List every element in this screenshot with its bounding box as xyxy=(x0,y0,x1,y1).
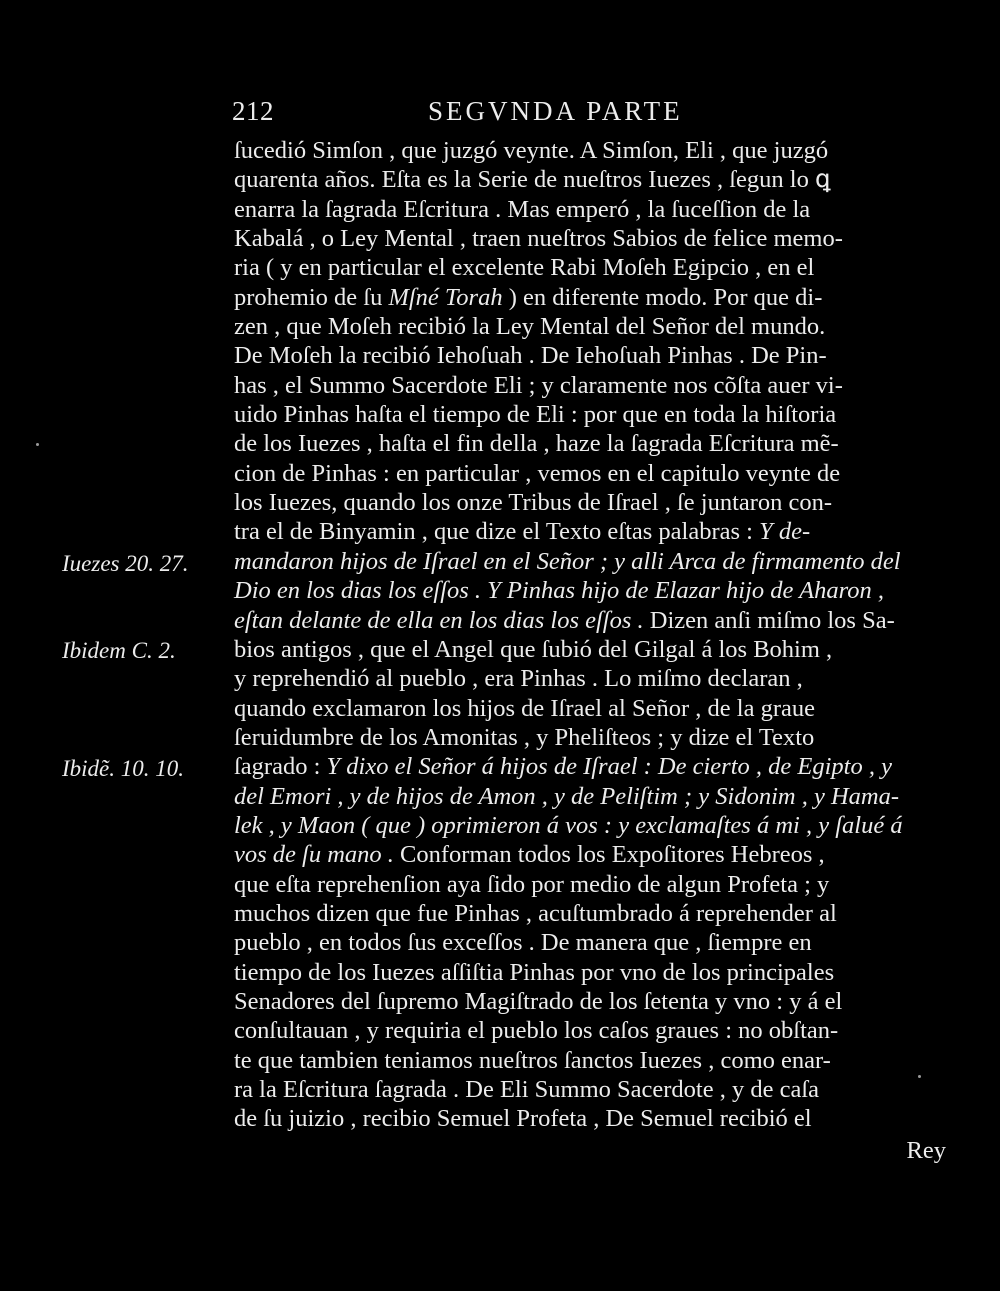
text-segment: Dizen anſi miſmo los Sa- xyxy=(643,606,895,634)
page-header xyxy=(228,96,748,132)
text-line xyxy=(234,1046,946,1075)
text-segment: que eſta reprehenſion aya ſido por medio de algun Profeta ; y xyxy=(234,870,830,898)
italic-text-segment: Dio en los dias los eſſos . Y Pinhas hijo de Elazar hijo de Aharon , xyxy=(234,577,884,605)
text-line xyxy=(234,488,946,517)
text-line xyxy=(234,253,946,282)
text-line xyxy=(234,165,946,194)
text-line xyxy=(234,840,946,869)
text-line xyxy=(234,635,946,664)
text-line xyxy=(234,576,946,605)
text-segment: Conforman todos los Expoſitores Hebreos , xyxy=(393,841,825,869)
text-segment: De Moſeh la recibió Iehoſuah . De Iehoſuah Pinhas . De Pin- xyxy=(234,342,827,370)
italic-text-segment: Mſné Torah xyxy=(388,283,503,311)
text-segment: tiempo de los Iuezes aſſiſtia Pinhas por vno de los principales xyxy=(234,958,835,986)
text-line xyxy=(234,694,946,723)
text-segment: los Iuezes, quando los onze Tribus de Iſrael , ſe juntaron con- xyxy=(234,489,833,517)
text-segment: pueblo , en todos ſus exceſſos . De manera que , ſiempre en xyxy=(234,929,812,957)
text-line xyxy=(234,195,946,224)
text-line xyxy=(234,1104,946,1133)
text-segment: tra el de Binyamin , que dize el Texto eſtas palabras : xyxy=(234,518,760,546)
ink-speck xyxy=(36,443,39,446)
text-line xyxy=(234,928,946,957)
italic-text-segment: mandaron hijos de Iſrael en el Señor ; y alli Arca de firmamento del xyxy=(234,547,901,575)
text-line xyxy=(234,224,946,253)
text-line xyxy=(234,1016,946,1045)
ink-speck xyxy=(918,1075,921,1078)
text-segment: ſucedió Simſon , que juzgó veynte. A Simſon, Eli , que juzgó xyxy=(234,137,829,164)
text-segment: te que tambien teniamos nueſtros ſanctos Iuezes , como enar- xyxy=(234,1046,831,1074)
text-segment: conſultauan , y requiria el pueblo los caſos graues : no obſtan- xyxy=(234,1017,839,1045)
text-line xyxy=(234,136,946,165)
text-segment: ra la Eſcritura ſagrada . De Eli Summo Sacerdote , y de caſa xyxy=(234,1076,820,1103)
text-line xyxy=(234,782,946,811)
text-segment: de los Iuezes , haſta el fin della , haze la ſagrada Eſcritura mẽ- xyxy=(234,430,839,458)
text-line xyxy=(234,371,946,400)
text-line xyxy=(234,811,946,840)
margin-note: Iuezes 20. 27. xyxy=(62,551,189,576)
text-segment: ) en diferente modo. Por que di- xyxy=(502,283,823,311)
text-line xyxy=(234,283,946,312)
text-segment: ſeruidumbre de los Amonitas , y Pheliſteos ; y dize el Texto xyxy=(234,723,815,751)
text-segment: muchos dizen que fue Pinhas , acuſtumbrado á reprehender al xyxy=(234,899,837,927)
text-line xyxy=(234,606,946,635)
text-segment: cion de Pinhas : en particular , vemos en el capitulo veynte de xyxy=(234,459,841,487)
text-segment: bios antigos , que el Angel que ſubió del Gilgal á los Bohim , xyxy=(234,635,833,663)
text-segment: uido Pinhas haſta el tiempo de Eli : por que en toda la hiſtoria xyxy=(234,401,837,429)
text-segment: ſagrado : xyxy=(234,753,327,781)
text-line xyxy=(234,547,946,576)
text-line xyxy=(234,312,946,341)
text-segment: y reprehendió al pueblo , era Pinhas . Lo miſmo declaran , xyxy=(234,665,803,693)
body-text xyxy=(234,136,946,1134)
text-line xyxy=(234,1075,946,1104)
italic-text-segment: lek , y Maon ( que ) oprimieron á vos : y exclamaſtes á mi , y ſalué á xyxy=(234,811,903,839)
italic-text-segment: Y dixo el Señor á hijos de Iſrael : De cierto , de Egipto , y xyxy=(326,753,892,781)
text-line xyxy=(234,429,946,458)
text-line xyxy=(234,664,946,693)
text-line xyxy=(234,459,946,488)
text-segment: has , el Summo Sacerdote Eli ; y claramente nos cõſta auer vi- xyxy=(234,371,843,399)
text-segment: enarra la ſagrada Eſcritura . Mas emperó , la ſuceſſion de la xyxy=(234,195,811,223)
page-number: 212 xyxy=(232,96,274,126)
italic-text-segment: Y de- xyxy=(759,518,811,546)
italic-text-segment: vos de ſu mano . xyxy=(234,841,394,869)
text-segment: Kabalá , o Ley Mental , traen nueſtros Sabios de felice memo- xyxy=(234,225,843,253)
text-segment: Senadores del ſupremo Magiſtrado de los ſetenta y vno : y á el xyxy=(234,987,843,1015)
text-segment: quando exclamaron los hijos de Iſrael al Señor , de la graue xyxy=(234,694,815,722)
text-line xyxy=(234,723,946,752)
text-line xyxy=(234,752,946,781)
margin-note: Ibidẽ. 10. 10. xyxy=(62,756,185,781)
text-segment: de ſu juizio , recibio Semuel Profeta , De Semuel recibió el xyxy=(234,1105,812,1133)
catchword: Rey xyxy=(906,1137,946,1164)
text-segment: prohemio de ſu xyxy=(234,283,389,311)
text-segment: ria ( y en particular el excelente Rabi Moſeh Egipcio , en el xyxy=(234,254,815,282)
text-segment: zen , que Moſeh recibió la Ley Mental del Señor del mundo. xyxy=(234,313,826,341)
italic-text-segment: eſtan delante de ella en los dias los eſſos . xyxy=(234,606,644,634)
text-line xyxy=(234,899,946,928)
text-line xyxy=(234,987,946,1016)
margin-note: Ibidem C. 2. xyxy=(62,638,176,663)
text-line xyxy=(234,400,946,429)
italic-text-segment: del Emori , y de hijos de Amon , y de Peliſtim ; y Sidonim , y Hama- xyxy=(234,782,899,810)
text-line xyxy=(234,517,946,546)
text-line xyxy=(234,870,946,899)
running-title: SEGVNDA PARTE xyxy=(428,96,683,126)
text-segment: quarenta años. Eſta es la Serie de nueſtros Iuezes , ſegun lo ꝗ xyxy=(234,166,831,194)
text-line xyxy=(234,341,946,370)
text-line xyxy=(234,958,946,987)
